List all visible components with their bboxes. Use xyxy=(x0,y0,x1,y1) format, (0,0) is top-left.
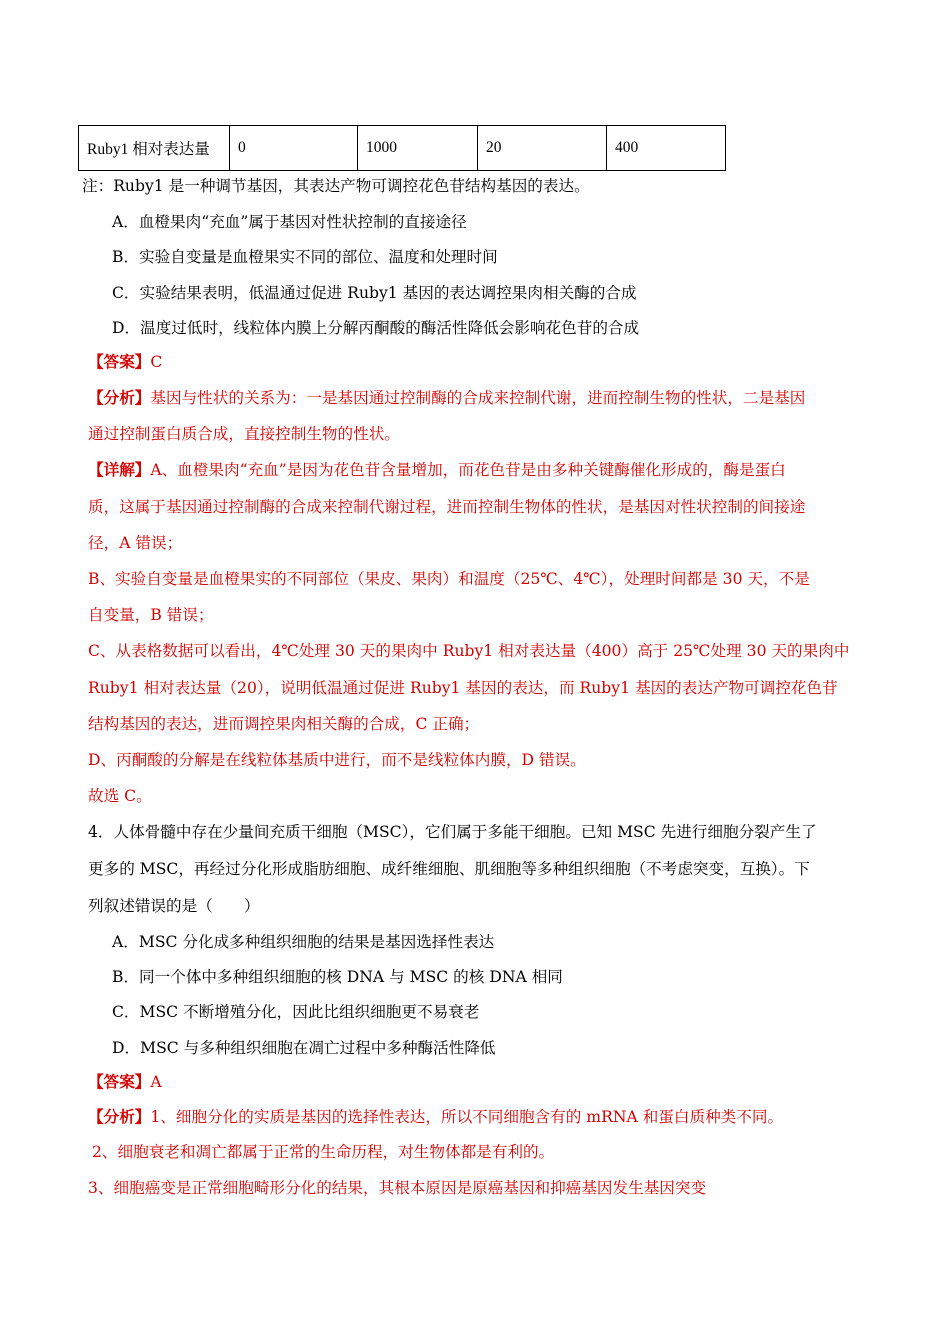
q4-analysis-line: 3、细胞癌变是正常细胞畸形分化的结果，其根本原因是原癌基因和抑癌基因发生基因突变 xyxy=(88,1179,707,1197)
table-cell: Ruby1 相对表达量 xyxy=(79,126,230,171)
q4-analysis-line: 2、细胞衰老和凋亡都属于正常的生命历程，对生物体都是有利的。 xyxy=(92,1143,555,1161)
q3-detail-line: C、从表格数据可以看出，4℃处理 30 天的果肉中 Ruby1 相对表达量（400）高于 25℃处理 30 天的果肉中 xyxy=(88,642,850,660)
answer-tag: 【答案】 xyxy=(88,352,151,371)
analysis-tag: 【分析】 xyxy=(88,388,151,407)
q4-answer xyxy=(88,1072,162,1092)
q3-detail-line: 结构基因的表达，进而调控果肉相关酶的合成，C 正确； xyxy=(88,715,480,733)
table-cell: 20 xyxy=(478,126,607,171)
table-cell: 1000 xyxy=(358,126,478,171)
q3-detail-line xyxy=(88,460,786,480)
q3-detail-line: Ruby1 相对表达量（20），说明低温通过促进 Ruby1 基因的表达，而 Ruby1 基因的表达产物可调控花色苷 xyxy=(88,679,838,697)
q3-detail-line: 自变量，B 错误； xyxy=(88,606,214,624)
q3-answer xyxy=(88,352,162,372)
answer-tag: 【答案】 xyxy=(88,1072,151,1091)
q3-detail-line: B、实验自变量是血橙果实的不同部位（果皮、果肉）和温度（25℃、4℃），处理时间都是 30 天，不是 xyxy=(88,570,810,588)
analysis-text: 1、细胞分化的实质是基因的选择性表达，所以不同细胞含有的 mRNA 和蛋白质种类不同。 xyxy=(150,1108,784,1126)
answer-value: A xyxy=(150,1073,162,1091)
table-cell: 400 xyxy=(607,126,726,171)
detail-text: A、血橙果肉“充血”是因为花色苷含量增加，而花色苷是由多种关键酶催化形成的，酶是蛋白 xyxy=(150,461,786,479)
answer-value: C xyxy=(150,353,163,371)
q4-analysis-line xyxy=(88,1107,783,1127)
q3-detail-line: 径，A 错误； xyxy=(88,534,183,552)
q3-detail-line: 质，这属于基因通过控制酶的合成来控制代谢过程，进而控制生物体的性状，是基因对性状控制的间接途 xyxy=(88,498,806,516)
q3-analysis-line xyxy=(88,388,805,408)
detail-tag: 【详解】 xyxy=(88,460,151,479)
q3-option-d: D．温度过低时，线粒体内膜上分解丙酮酸的酶活性降低会影响花色苷的合成 xyxy=(112,319,640,337)
q4-option-a: A．MSC 分化成多种组织细胞的结果是基因选择性表达 xyxy=(112,933,495,951)
q3-option-c: C．实验结果表明，低温通过促进 Ruby1 基因的表达调控果肉相关酶的合成 xyxy=(112,284,637,302)
table-cell: 0 xyxy=(230,126,358,171)
q4-stem-line: 列叙述错误的是（ ） xyxy=(88,897,260,915)
table-row xyxy=(79,126,726,171)
q4-stem-line: 更多的 MSC，再经过分化形成脂肪细胞、成纤维细胞、肌细胞等多种组织细胞（不考虑突变，互换）。下 xyxy=(88,860,810,878)
analysis-text: 基因与性状的关系为：一是基因通过控制酶的合成来控制代谢，进而控制生物的性状，二是基因 xyxy=(150,389,806,407)
q4-option-c: C．MSC 不断增殖分化，因此比组织细胞更不易衰老 xyxy=(112,1003,480,1021)
q4-option-b: B．同一个体中多种组织细胞的核 DNA 与 MSC 的核 DNA 相同 xyxy=(112,968,563,986)
q3-conclusion: 故选 C。 xyxy=(88,787,152,805)
analysis-tag: 【分析】 xyxy=(88,1107,151,1126)
q3-option-b: B．实验自变量是血橙果实不同的部位、温度和处理时间 xyxy=(112,248,498,266)
q4-stem-line: 4．人体骨髓中存在少量间充质干细胞（MSC），它们属于多能干细胞。已知 MSC 先进行细胞分裂产生了 xyxy=(88,823,817,841)
q4-option-d: D．MSC 与多种组织细胞在凋亡过程中多种酶活性降低 xyxy=(112,1039,496,1057)
q3-option-a: A．血橙果肉“充血”属于基因对性状控制的直接途径 xyxy=(112,213,467,231)
q3-detail-line: D、丙酮酸的分解是在线粒体基质中进行，而不是线粒体内膜，D 错误。 xyxy=(88,751,586,769)
data-table xyxy=(78,125,726,171)
table-note: 注：Ruby1 是一种调节基因，其表达产物可调控花色苷结构基因的表达。 xyxy=(82,177,590,195)
q3-analysis-line: 通过控制蛋白质合成，直接控制生物的性状。 xyxy=(88,425,400,443)
